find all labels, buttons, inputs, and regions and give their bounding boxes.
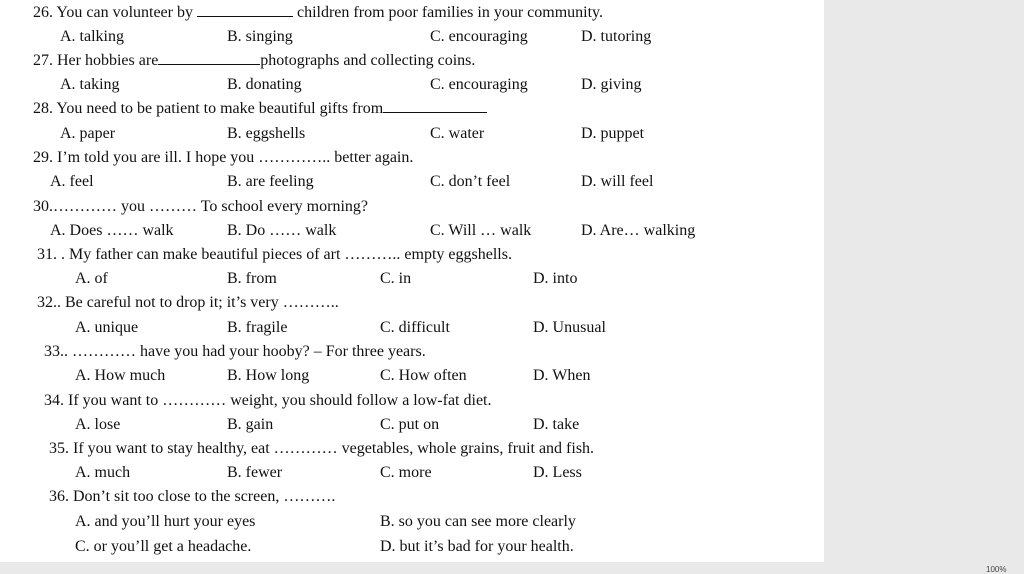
question-31: 31. . My father can make beautiful pieces of art ……….. empty eggshells. — [37, 246, 512, 263]
option: A. Does …… walk — [50, 222, 174, 239]
option: D. Are… walking — [581, 222, 696, 239]
option: A. taking — [60, 76, 120, 93]
option: D. Unusual — [533, 319, 606, 336]
question-35: 35. If you want to stay healthy, eat ………… vegetables, whole grains, fruit and fish. — [49, 440, 595, 457]
option: C. don’t feel — [430, 173, 511, 190]
option: C. encouraging — [430, 76, 528, 93]
option: A. lose — [75, 416, 121, 433]
option: C. put on — [380, 416, 440, 433]
option: D. take — [533, 416, 580, 433]
question-34: 34. If you want to ………… weight, you should follow a low-fat diet. — [44, 392, 492, 409]
option: A. paper — [60, 125, 116, 142]
option: B. fewer — [227, 464, 283, 481]
option: D. will feel — [581, 173, 654, 190]
option: B. Do …… walk — [227, 222, 337, 239]
option: C. water — [430, 125, 485, 142]
option: B. fragile — [227, 319, 288, 336]
option: A. talking — [60, 28, 124, 45]
option: D. tutoring — [581, 28, 652, 45]
option: A. feel — [50, 173, 94, 190]
option: B. so you can see more clearly — [380, 513, 576, 530]
option: D. When — [533, 367, 591, 384]
question-33: 33.. ………… have you had your hooby? – For three years. — [44, 343, 426, 360]
option: C. or you’ll get a headache. — [75, 538, 252, 555]
option: C. more — [380, 464, 432, 481]
option: D. puppet — [581, 125, 645, 142]
question-32: 32.. Be careful not to drop it; it’s very ……….. — [37, 294, 339, 311]
option: D. into — [533, 270, 578, 287]
option: C. in — [380, 270, 412, 287]
option: A. of — [75, 270, 108, 287]
zoom-level[interactable]: 100% — [986, 565, 1007, 574]
option: D. but it’s bad for your health. — [380, 538, 574, 555]
option: A. unique — [75, 319, 139, 336]
option: D. Less — [533, 464, 582, 481]
question-26: 26. You can volunteer by children from poor families in your community. — [33, 4, 603, 21]
option: C. How often — [380, 367, 467, 384]
question-30: 30.………… you ……… To school every morning? — [33, 198, 368, 215]
option: B. donating — [227, 76, 302, 93]
option: B. are feeling — [227, 173, 314, 190]
option: B. from — [227, 270, 277, 287]
option: A. and you’ll hurt your eyes — [75, 513, 256, 530]
question-29: 29. I’m told you are ill. I hope you ………….. better again. — [33, 149, 414, 166]
question-27: 27. Her hobbies are photographs and collecting coins. — [33, 52, 476, 69]
question-36: 36. Don’t sit too close to the screen, ………. — [49, 488, 336, 505]
option: A. much — [75, 464, 131, 481]
option: A. How much — [75, 367, 166, 384]
option: C. Will … walk — [430, 222, 532, 239]
option: C. difficult — [380, 319, 450, 336]
question-28: 28. You need to be patient to make beautiful gifts from — [33, 100, 487, 118]
option: B. singing — [227, 28, 293, 45]
option: B. How long — [227, 367, 310, 384]
option: B. gain — [227, 416, 274, 433]
option: D. giving — [581, 76, 642, 93]
option: C. encouraging — [430, 28, 528, 45]
option: B. eggshells — [227, 125, 306, 142]
